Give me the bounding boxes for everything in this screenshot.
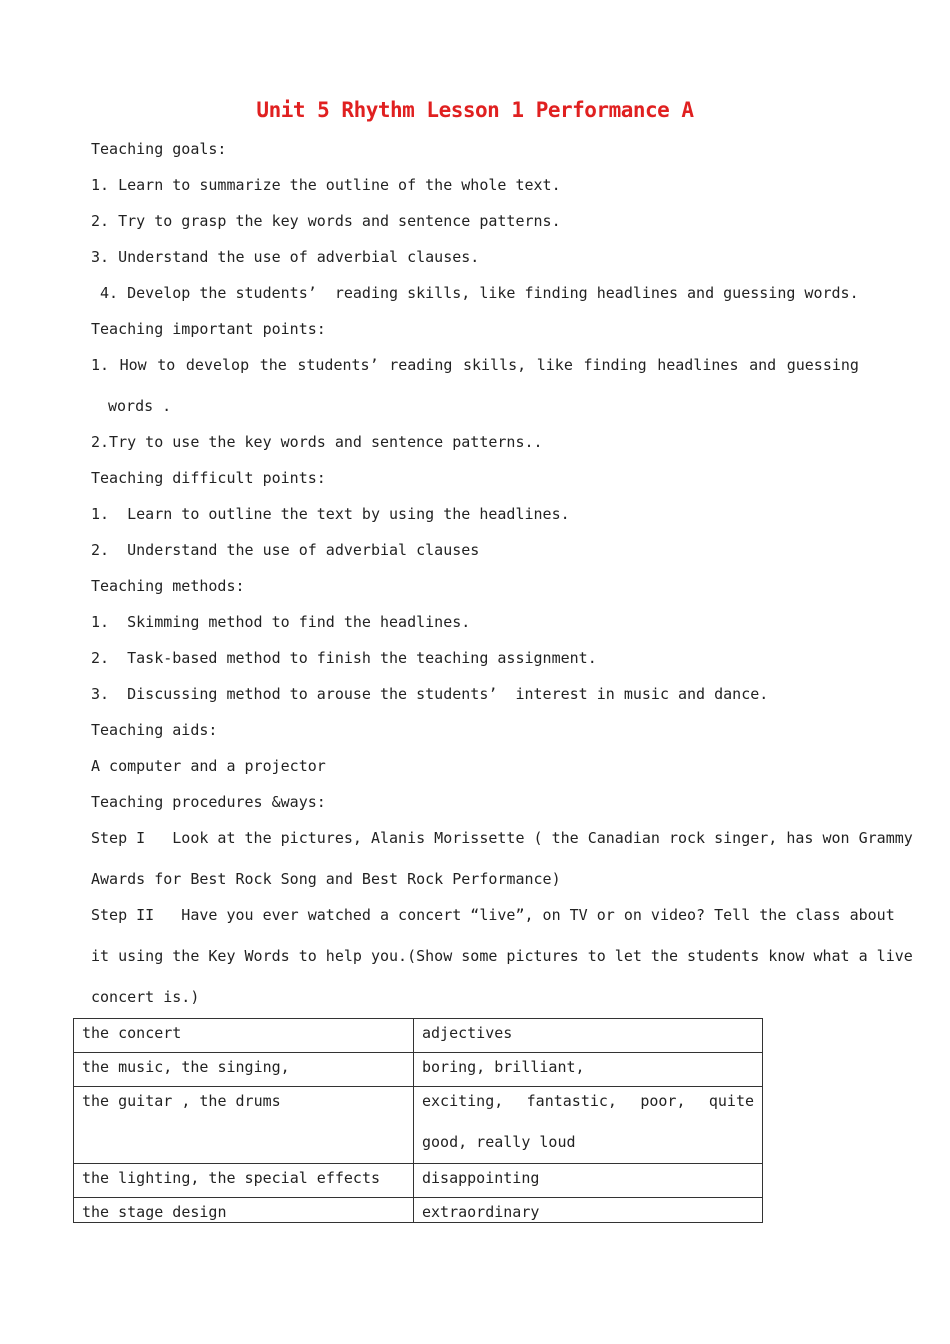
word: finding [583, 356, 647, 374]
method-item: 1. Skimming method to find the headlines. [91, 613, 471, 631]
goal-item: 4. Develop the students’ reading skills, like finding headlines and guessing words. [91, 284, 859, 302]
table-cell: disappointing [414, 1164, 763, 1198]
word: guessing [786, 356, 859, 374]
word: students’ [297, 356, 379, 374]
step2-line: it using the Key Words to help you.(Show some pictures to let the students know what a live [91, 947, 913, 965]
aids-heading: Teaching aids: [91, 721, 218, 739]
word: the [259, 356, 287, 374]
difficult-item: 2. Understand the use of adverbial clauses [91, 541, 480, 559]
step1-line: Awards for Best Rock Song and Best Rock Performance) [91, 870, 561, 888]
aids-text: A computer and a projector [91, 757, 326, 775]
word: 1. [91, 356, 110, 374]
word: to [157, 356, 176, 374]
table-row [74, 1019, 763, 1053]
important-item-2: 2.Try to use the key words and sentence patterns.. [91, 433, 543, 451]
word: reading [389, 356, 453, 374]
important-item-1 [91, 355, 859, 375]
method-item: 3. Discussing method to arouse the students’ interest in music and dance. [91, 685, 769, 703]
table-cell-text: exciting, fantastic, poor, quite good, really loud [422, 1092, 754, 1151]
table-row [74, 1087, 763, 1164]
procedures-heading: Teaching procedures &ways: [91, 793, 326, 811]
table-cell: the music, the singing, [74, 1053, 414, 1087]
table-cell: the guitar , the drums [74, 1087, 414, 1164]
step1-line: Step I Look at the pictures, Alanis Morissette ( the Canadian rock singer, has won Grammy [91, 829, 913, 847]
table-cell: the concert [74, 1019, 414, 1053]
table-cell [414, 1087, 763, 1164]
goal-item: 3. Understand the use of adverbial clauses. [91, 248, 480, 266]
table-cell: extraordinary [414, 1198, 763, 1223]
table-row [74, 1164, 763, 1198]
goals-heading: Teaching goals: [91, 140, 227, 158]
method-item: 2. Task-based method to finish the teaching assignment. [91, 649, 597, 667]
table-cell: adjectives [414, 1019, 763, 1053]
word: How [119, 356, 147, 374]
page-title: Unit 5 Rhythm Lesson 1 Performance A [256, 98, 694, 122]
goal-item: 1. Learn to summarize the outline of the whole text. [91, 176, 561, 194]
step2-line: concert is.) [91, 988, 200, 1006]
difficult-item: 1. Learn to outline the text by using the headlines. [91, 505, 570, 523]
table-row [74, 1198, 763, 1223]
step2-line: Step II Have you ever watched a concert “live”, on TV or on video? Tell the class about [91, 906, 895, 924]
word: skills, [462, 356, 527, 374]
table-cell: the stage design [74, 1198, 414, 1223]
keywords-table [73, 1018, 763, 1223]
word: and [749, 356, 777, 374]
difficult-heading: Teaching difficult points: [91, 469, 326, 487]
table-cell: the lighting, the special effects [74, 1164, 414, 1198]
word: headlines [657, 356, 739, 374]
methods-heading: Teaching methods: [91, 577, 245, 595]
goal-item: 2. Try to grasp the key words and sentence patterns. [91, 212, 561, 230]
table-cell: boring, brilliant, [414, 1053, 763, 1087]
important-heading: Teaching important points: [91, 320, 326, 338]
important-item-1-cont: words . [108, 397, 172, 415]
word: like [536, 356, 573, 374]
word: develop [185, 356, 250, 374]
